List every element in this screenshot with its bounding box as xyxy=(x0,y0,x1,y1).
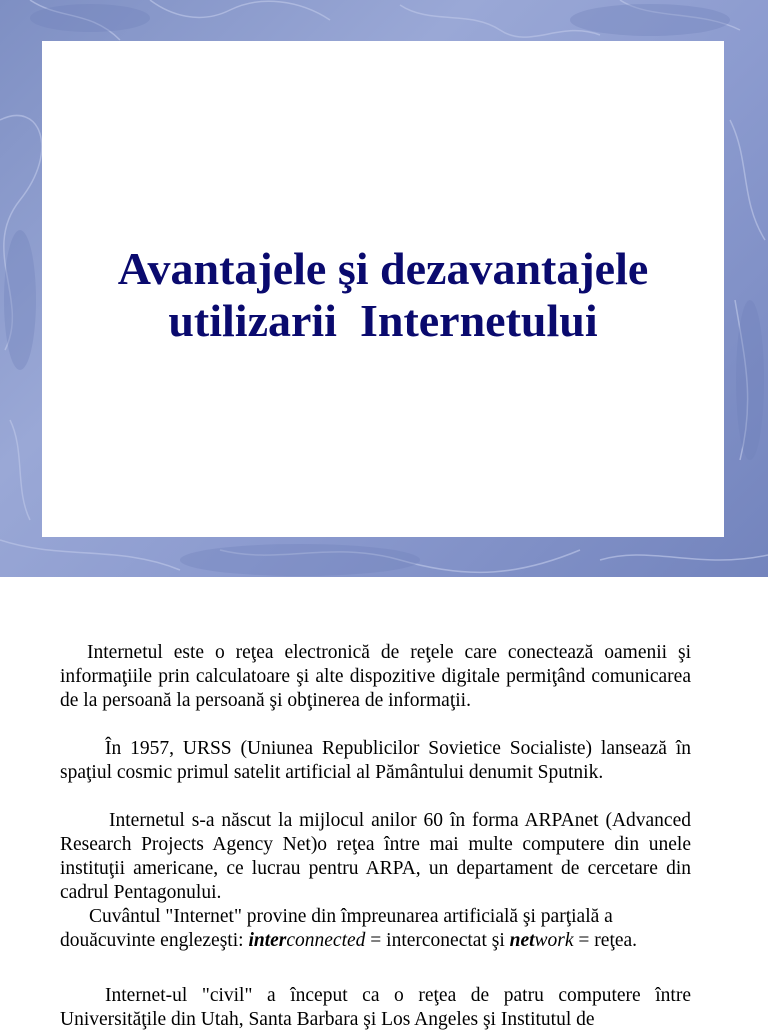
paragraph-word-origin: Cuvântul "Internet" provine din împreunarea artificială şi parţială a douăcuvinte englezeşti: interconnected = interconectat şi network = reţea. xyxy=(60,906,638,951)
paragraph-text: Internetul este o reţea electronică de reţele care conectează oamenii şi informaţiile prin calculatoare şi alte dispozitive digitale permiţând comunicarea de la persoană la persoană şi obţinerea de informaţii. xyxy=(60,642,691,711)
paragraph-text: Internetul s-a născut la mijlocul anilor 60 în forma ARPAnet (Advanced Research Projects Agency Net)o reţea între mai multe computere din unele instituţii americane, ce lucrau pentru ARPA, un departament de cercetare din cadrul Pentagonului. xyxy=(60,810,691,903)
term-network: network xyxy=(509,930,574,951)
slide-title-line-1: Avantajele şi dezavantajele xyxy=(117,243,649,294)
term-interconnected: interconnected xyxy=(248,930,366,951)
paragraph-civil-internet xyxy=(60,984,691,1032)
document-body xyxy=(60,641,691,1032)
title-slide-card xyxy=(42,41,724,537)
paragraph-arpanet xyxy=(60,809,691,905)
paragraph-text: În 1957, URSS (Uniunea Republicilor Sovietice Socialiste) lansează în spaţiul cosmic primul satelit artificial al Pământului denumit Sputnik. xyxy=(60,738,691,783)
slide-title xyxy=(42,243,724,347)
paragraph-text: Internet-ul "civil" a început ca o reţea de patru computere între Universităţile din Utah, Santa Barbara şi Los Angeles şi Institutul de xyxy=(60,985,691,1030)
paragraph-sputnik xyxy=(60,737,691,785)
paragraph-internet-definition xyxy=(60,641,691,713)
slide-title-line-2: utilizarii Internetului xyxy=(168,295,598,346)
paragraph-text: Cuvântul "Internet" provine din împreunarea artificială şi parţială a douăcuvinte englezeşti: xyxy=(60,906,613,951)
